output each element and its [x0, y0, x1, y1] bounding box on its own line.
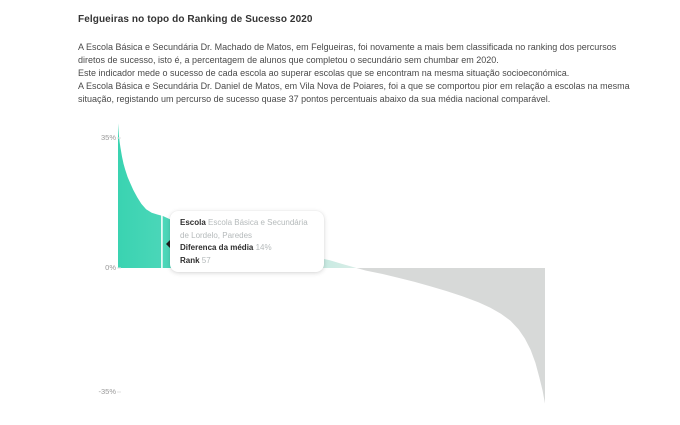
- y-axis-tick-bottom: -35%: [98, 387, 116, 396]
- page-title: Felgueiras no topo do Ranking de Sucesso 2020: [78, 14, 313, 25]
- tooltip-rank-row: [180, 255, 314, 268]
- tooltip-school-row: [180, 217, 314, 242]
- negative-bars-area[interactable]: [356, 268, 545, 404]
- body-line: Este indicador mede o sucesso de cada escola ao superar escolas que se encontram na mesma situação socioeconómica.: [78, 68, 570, 78]
- body-line: A Escola Básica e Secundária Dr. Machado de Matos, em Felgueiras, foi novamente a mais bem classificada no ranking dos percursos: [78, 42, 617, 52]
- tooltip-diff-value: 14%: [255, 243, 272, 252]
- hover-tooltip: [170, 211, 324, 272]
- tooltip-school-label: Escola: [180, 218, 206, 227]
- tooltip-diff-row: [180, 242, 314, 255]
- tooltip-school-value: Escola Básica e Secundária de Lordelo, Paredes: [180, 218, 308, 240]
- tooltip-rank-value: 57: [201, 255, 211, 265]
- body-line: situação, registando um percurso de sucesso quase 37 pontos percentuais abaixo da sua média nacional comparável.: [78, 94, 551, 104]
- y-axis-tick-zero: 0%: [105, 263, 116, 272]
- y-axis-tick-top: 35%: [100, 133, 116, 142]
- tooltip-diff-label: Diferenca da média: [180, 243, 254, 252]
- tooltip-rank-label: Rank: [180, 255, 200, 265]
- body-line: diretos de sucesso, isto é, a percentagem de alunos que completou o secundário sem chumbar em 2020.: [78, 55, 499, 65]
- body-line: A Escola Básica e Secundária Dr. Daniel de Matos, em Vila Nova de Poiares, foi a que se comportou pior em relação a escolas na mesma: [78, 81, 630, 91]
- highlighted-bar-separator: [161, 214, 163, 268]
